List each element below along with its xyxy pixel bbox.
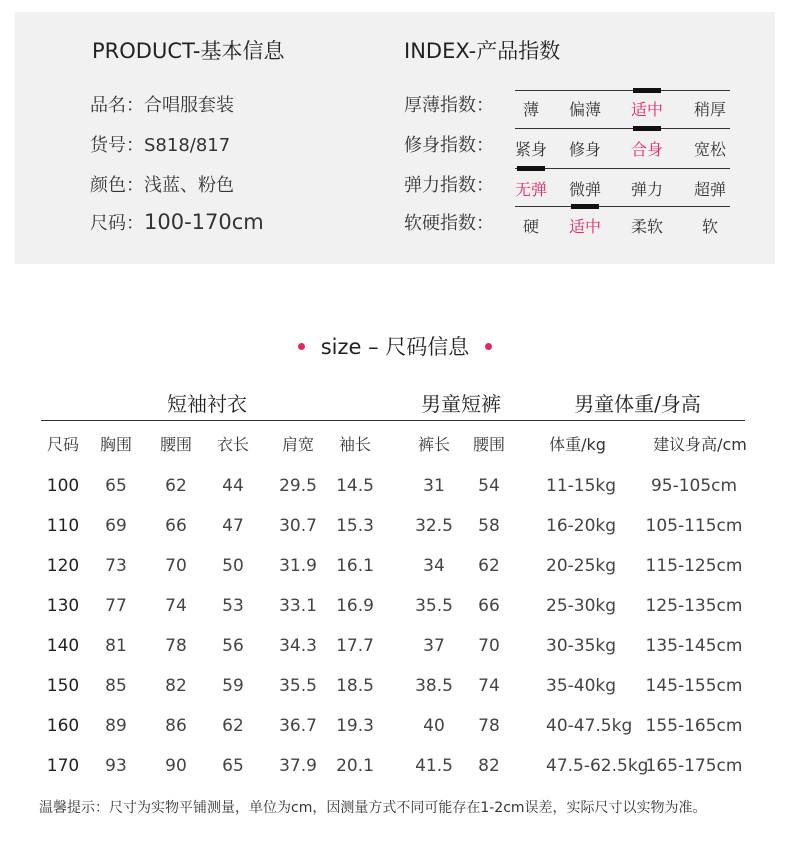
table-cell: 20-25kg [546, 556, 617, 576]
table-header-cell: 肩宽 [281, 435, 314, 454]
table-cell: 115-125cm [645, 556, 743, 576]
table-cell: 36.7 [279, 716, 317, 736]
table-cell: 59 [222, 676, 244, 696]
index-option: 稍厚 [693, 100, 726, 119]
table-cell: 100 [46, 476, 80, 496]
table-cell: 82 [478, 756, 500, 776]
table-header-cell: 尺码 [46, 435, 79, 454]
table-cell: 135-145cm [645, 636, 743, 656]
index-scale-line [515, 90, 730, 91]
index-label: 弹力指数： [404, 175, 494, 196]
table-cell: 30.7 [279, 516, 317, 536]
table-cell: 62 [165, 476, 187, 496]
index-option: 合身 [630, 140, 663, 159]
table-cell: 95-105cm [650, 476, 738, 496]
index-option: 紧身 [514, 140, 547, 159]
index-option: 弹力 [630, 180, 663, 199]
table-cell: 34 [423, 556, 445, 576]
index-option: 适中 [568, 217, 601, 236]
table-top-rule [41, 420, 745, 421]
pink-dot-icon [298, 343, 305, 350]
table-cell: 40-47.5kg [546, 716, 633, 736]
table-cell: 62 [222, 716, 244, 736]
table-cell: 14.5 [336, 476, 374, 496]
table-cell: 53 [222, 596, 244, 616]
table-cell: 90 [165, 756, 187, 776]
table-cell: 86 [165, 716, 187, 736]
product-heading: PRODUCT-基本信息 [92, 39, 285, 63]
index-option: 薄 [522, 100, 539, 119]
table-cell: 30-35kg [546, 636, 617, 656]
table-cell: 70 [478, 636, 500, 656]
info-label: 颜色： [90, 175, 144, 196]
index-option: 硬 [522, 217, 539, 236]
table-cell: 77 [105, 596, 127, 616]
table-cell: 17.7 [336, 636, 374, 656]
table-cell: 15.3 [336, 516, 374, 536]
info-value: 100-170cm [144, 210, 264, 234]
index-label: 修身指数： [404, 135, 494, 156]
table-cell: 44 [222, 476, 244, 496]
table-cell: 40 [423, 716, 445, 736]
table-cell: 82 [165, 676, 187, 696]
table-cell: 31.9 [279, 556, 317, 576]
info-value: 浅蓝、粉色 [144, 175, 234, 196]
table-cell: 58 [478, 516, 500, 536]
table-header-cell: 体重/kg [549, 435, 606, 454]
footnote: 温馨提示：尺寸为实物平铺测量，单位为cm，因测量方式不同可能存在1-2cm误差，实际尺寸以实物为准。 [39, 800, 707, 816]
table-header-cell: 袖长 [338, 435, 371, 454]
table-cell: 35-40kg [546, 676, 617, 696]
index-option: 宽松 [693, 140, 726, 159]
index-heading: INDEX-产品指数 [404, 39, 561, 63]
index-scale-line [515, 128, 730, 129]
table-cell: 93 [105, 756, 127, 776]
table-header-cell: 建议身高/cm [653, 435, 747, 454]
info-value: 合唱服套装 [144, 95, 234, 116]
table-cell: 18.5 [336, 676, 374, 696]
table-header-cell: 胸围 [99, 435, 132, 454]
table-cell: 170 [46, 756, 80, 776]
info-row-size [90, 209, 264, 235]
table-cell: 73 [105, 556, 127, 576]
table-cell: 25-30kg [546, 596, 617, 616]
table-cell: 125-135cm [645, 596, 743, 616]
group-head-shorts: 男童短裤 [421, 392, 501, 416]
table-cell: 165-175cm [645, 756, 743, 776]
index-label: 厚薄指数： [404, 95, 494, 116]
index-option: 柔软 [630, 217, 663, 236]
index-selected-marker [571, 204, 599, 209]
pink-dot-icon [485, 343, 492, 350]
index-selected-marker [633, 88, 661, 93]
index-option: 无弹 [514, 180, 547, 199]
index-option: 偏薄 [568, 100, 601, 119]
table-cell: 47 [222, 516, 244, 536]
info-row-name [90, 91, 234, 117]
index-option: 适中 [630, 100, 663, 119]
table-cell: 150 [46, 676, 80, 696]
table-cell: 65 [222, 756, 244, 776]
table-cell: 16-20kg [546, 516, 617, 536]
index-selected-marker [517, 166, 545, 171]
table-cell: 47.5-62.5kg [546, 756, 649, 776]
table-cell: 34.3 [279, 636, 317, 656]
table-cell: 56 [222, 636, 244, 656]
table-header-cell: 裤长 [417, 435, 450, 454]
table-cell: 35.5 [415, 596, 453, 616]
table-cell: 89 [105, 716, 127, 736]
table-cell: 66 [478, 596, 500, 616]
table-cell: 54 [478, 476, 500, 496]
size-section-title [0, 331, 790, 361]
table-cell: 29.5 [279, 476, 317, 496]
index-scale-line [515, 206, 730, 207]
table-cell: 120 [46, 556, 80, 576]
table-cell: 130 [46, 596, 80, 616]
info-label: 尺码： [90, 213, 144, 234]
table-cell: 85 [105, 676, 127, 696]
table-cell: 37.9 [279, 756, 317, 776]
index-option: 修身 [568, 140, 601, 159]
table-cell: 155-165cm [645, 716, 743, 736]
info-row-sku [90, 131, 230, 157]
group-head-weight-height: 男童体重/身高 [574, 392, 701, 416]
table-cell: 41.5 [415, 756, 453, 776]
info-label: 货号： [90, 135, 144, 156]
table-cell: 74 [165, 596, 187, 616]
table-header-cell: 腰围 [472, 435, 505, 454]
table-cell: 31 [423, 476, 445, 496]
table-cell: 20.1 [336, 756, 374, 776]
table-header-cell: 衣长 [216, 435, 249, 454]
table-cell: 16.9 [336, 596, 374, 616]
table-cell: 16.1 [336, 556, 374, 576]
index-option: 微弹 [568, 180, 601, 199]
table-cell: 145-155cm [645, 676, 743, 696]
info-label: 品名： [90, 95, 144, 116]
table-cell: 11-15kg [546, 476, 617, 496]
index-scale-line [515, 168, 730, 169]
table-cell: 35.5 [279, 676, 317, 696]
group-head-shirt: 短袖衬衣 [167, 392, 247, 416]
table-cell: 78 [478, 716, 500, 736]
table-cell: 65 [105, 476, 127, 496]
index-selected-marker [633, 126, 661, 131]
table-cell: 81 [105, 636, 127, 656]
table-cell: 62 [478, 556, 500, 576]
table-cell: 37 [423, 636, 445, 656]
index-label: 软硬指数： [404, 213, 494, 234]
table-cell: 70 [165, 556, 187, 576]
table-cell: 32.5 [415, 516, 453, 536]
table-cell: 19.3 [336, 716, 374, 736]
info-value: S818/817 [144, 135, 231, 156]
table-cell: 38.5 [415, 676, 453, 696]
table-header-cell: 腰围 [159, 435, 192, 454]
index-option: 软 [701, 217, 718, 236]
table-cell: 105-115cm [645, 516, 743, 536]
table-cell: 110 [46, 516, 80, 536]
table-cell: 74 [478, 676, 500, 696]
table-cell: 69 [105, 516, 127, 536]
table-cell: 33.1 [279, 596, 317, 616]
table-cell: 78 [165, 636, 187, 656]
table-cell: 50 [222, 556, 244, 576]
info-row-color [90, 171, 234, 197]
table-cell: 66 [165, 516, 187, 536]
index-option: 超弹 [693, 180, 726, 199]
size-section-label: size – 尺码信息 [320, 335, 470, 359]
table-cell: 140 [46, 636, 80, 656]
table-cell: 160 [46, 716, 80, 736]
